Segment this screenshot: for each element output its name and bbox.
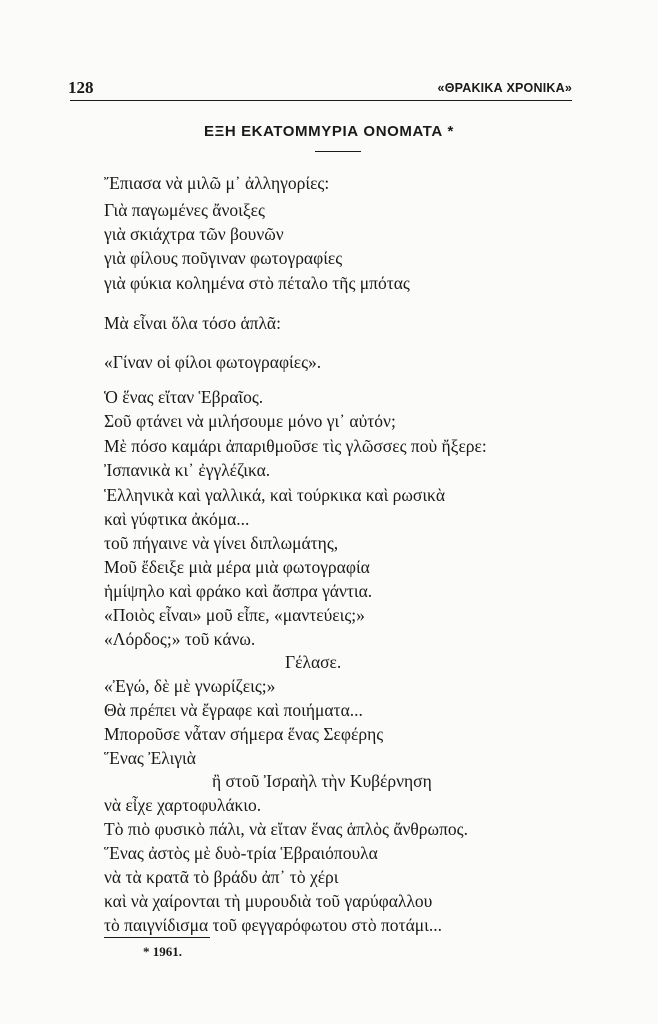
poem-line: Τὸ πιὸ φυσικὸ πάλι, νὰ εἴταν ἕνας ἁπλὸς ἄνθρωπος. (104, 819, 468, 839)
poem-line: Μὰ εἶναι ὅλα τόσο ἁπλᾶ: (104, 313, 281, 333)
poem-line: Ἑλληνικὰ καὶ γαλλικά, καὶ τούρκικα καὶ ρωσικὰ (104, 485, 446, 505)
poem-line: Μποροῦσε νἆταν σήμερα ἕνας Σεφέρης (104, 724, 384, 744)
poem-line: γιὰ σκιάχτρα τῶν βουνῶν (104, 224, 284, 244)
poem-line: Ὁ ἕνας εἴταν Ἑβραῖος. (104, 387, 264, 407)
poem-line: Ἔπιασα νὰ μιλῶ μ᾽ ἀλληγορίες: (104, 173, 330, 193)
poem-line: Θὰ πρέπει νὰ ἔγραφε καὶ ποιήματα... (104, 700, 363, 720)
running-title: «ΘΡΑΚΙΚΑ ΧΡΟΝΙΚΑ» (437, 81, 572, 95)
poem-line: Ἕνας Ἐλιγιὰ (104, 748, 196, 768)
poem-line: «Γίναν οἱ φίλοι φωτογραφίες». (104, 352, 322, 372)
page-number: 128 (68, 78, 94, 97)
poem-line: Μοῦ ἔδειξε μιὰ μέρα μιὰ φωτογραφία (104, 557, 370, 577)
poem-line: Γιὰ παγωμένες ἄνοιξες (104, 200, 265, 220)
poem-line: γιὰ φύκια κολημένα στὸ πέταλο τῆς μπότας (104, 273, 410, 293)
poem-line: τὸ παιγνίδισμα τοῦ φεγγαρόφωτου στὸ ποτάμι... (104, 915, 442, 935)
poem-line: Γέλασε. (285, 652, 342, 672)
title-rule (315, 151, 361, 152)
poem-line: Ἕνας ἀστὸς μὲ δυὸ-τρία Ἑβραιόπουλα (104, 843, 378, 863)
poem-line: καὶ νὰ χαίρονται τὴ μυρουδιὰ τοῦ γαρύφαλλου (104, 891, 433, 911)
poem-line: Ἰσπανικὰ κι᾽ ἐγγλέζικα. (104, 460, 271, 480)
poem-line: νὰ τὰ κρατᾶ τὸ βράδυ ἀπ᾽ τὸ χέρι (104, 867, 339, 887)
poem-line: «Λόρδος;» τοῦ κάνω. (104, 629, 256, 649)
poem-line: ἡμίψηλο καὶ φράκο καὶ ἄσπρα γάντια. (104, 581, 373, 601)
footnote: * 1961. (143, 944, 182, 959)
poem-line: γιὰ φίλους ποῦγιναν φωτογραφίες (104, 248, 343, 268)
poem-line: «Ἐγώ, δὲ μὲ γνωρίζεις;» (104, 676, 276, 696)
footnote-rule (104, 937, 210, 938)
poem-line: καὶ γύφτικα ἀκόμα... (104, 509, 250, 529)
poem-line: Μὲ πόσο καμάρι ἀπαριθμοῦσε τὶς γλῶσσες ποὺ ἤξερε: (104, 436, 487, 456)
poem-line: ἢ στοῦ Ἰσραὴλ τὴν Κυβέρνηση (212, 771, 432, 791)
poem-line: Σοῦ φτάνει νὰ μιλήσουμε μόνο γι᾽ αὐτόν; (104, 411, 396, 431)
poem-line: «Ποιὸς εἶναι» μοῦ εἶπε, «μαντεύεις;» (104, 605, 365, 625)
header-rule (70, 100, 572, 101)
poem-line: τοῦ πήγαινε νὰ γίνει διπλωμάτης, (104, 533, 339, 553)
poem-title: ΕΞΗ ΕΚΑΤΟΜΜΥΡΙΑ ΟΝΟΜΑΤΑ * (204, 123, 454, 140)
poem-line: νὰ εἶχε χαρτοφυλάκιο. (104, 795, 262, 815)
